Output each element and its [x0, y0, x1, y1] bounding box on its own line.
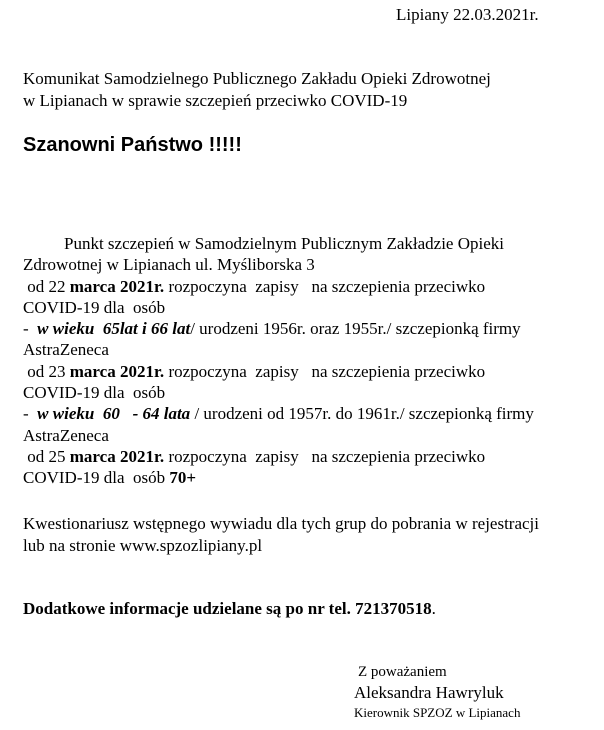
- age-emphasis: 70+: [169, 468, 197, 488]
- text: rozpoczyna zapisy na szczepienia przeciwko: [164, 446, 486, 466]
- body-line: COVID-19 dla osób: [23, 297, 166, 317]
- vaccine-brand: AstraZeneca: [23, 340, 109, 360]
- questionnaire-line-2: lub na stronie www.spzozlipiany.pl: [23, 536, 263, 555]
- text: / urodzeni od 1957r. do 1961r./ szczepionką firmy: [190, 404, 534, 424]
- group-1-schedule: [23, 276, 534, 297]
- announcement-title-line-1: Komunikat Samodzielnego Publicznego Zakładu Opieki Zdrowotnej: [23, 69, 491, 88]
- age-emphasis: w wieku 65lat i 66 lat: [37, 319, 191, 339]
- announcement-body: [23, 233, 534, 489]
- text: COVID-19 dla osób: [23, 468, 170, 488]
- dash: -: [23, 404, 38, 424]
- text: rozpoczyna zapisy na szczepienia przeciwko: [164, 276, 486, 296]
- signature-closing: Z poważaniem: [358, 664, 447, 680]
- group-2-age: [23, 403, 534, 424]
- date-emphasis: marca 2021r.: [69, 361, 165, 381]
- text: rozpoczyna zapisy na szczepienia przeciwko: [164, 361, 486, 381]
- group-1-age: [23, 318, 534, 339]
- signature-name: Aleksandra Hawryluk: [354, 683, 504, 702]
- group-3-schedule: [23, 446, 534, 467]
- contact-info: [23, 598, 436, 619]
- greeting: Szanowni Państwo !!!!!: [23, 134, 242, 156]
- date-emphasis: marca 2021r.: [69, 446, 165, 466]
- body-line: Punkt szczepień w Samodzielnym Publicznym Zakładzie Opieki: [64, 234, 504, 253]
- age-emphasis: w wieku 60 - 64 lata: [37, 404, 191, 424]
- document-date: Lipiany 22.03.2021r.: [396, 5, 539, 24]
- text: od 25: [23, 446, 70, 466]
- body-line: COVID-19 dla osób: [23, 383, 166, 403]
- group-3-age: [23, 467, 534, 488]
- signature-title: Kierownik SPZOZ w Lipianach: [354, 705, 521, 720]
- questionnaire-line-1: Kwestionariusz wstępnego wywiadu dla tych grup do pobrania w rejestracji: [23, 514, 539, 533]
- vaccine-brand: AstraZeneca: [23, 425, 109, 445]
- body-line: Zdrowotnej w Lipianach ul. Myśliborska 3: [23, 255, 315, 275]
- dash: -: [23, 319, 38, 339]
- text: .: [431, 599, 436, 618]
- announcement-title-line-2: w Lipianach w sprawie szczepień przeciwko COVID-19: [23, 91, 408, 110]
- text: / urodzeni 1956r. oraz 1955r./ szczepionką firmy: [190, 319, 521, 339]
- group-2-schedule: [23, 361, 534, 382]
- text: od 23: [23, 361, 70, 381]
- text: od 22: [23, 276, 70, 296]
- date-emphasis: marca 2021r.: [69, 276, 165, 296]
- contact-phone: Dodatkowe informacje udzielane są po nr tel. 721370518: [23, 599, 432, 618]
